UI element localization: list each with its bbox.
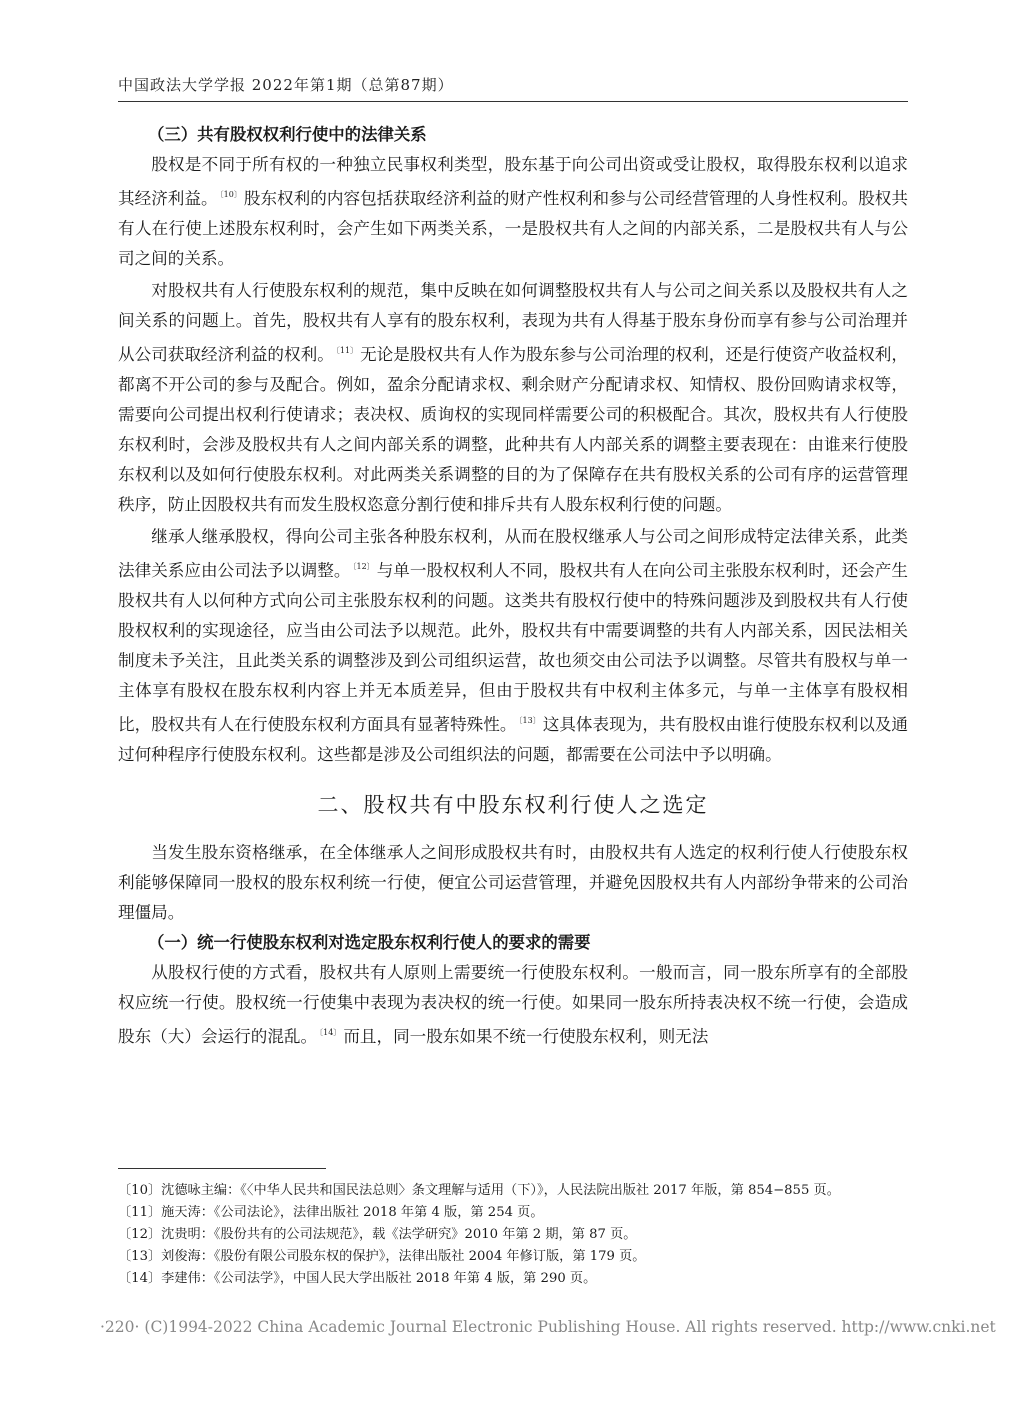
paragraph-text: 继承人继承股权，得向公司主张各种股东权利，从而在股权继承人与公司之间形成特定法律关系，此类法律关系应由公司法予以调整。	[118, 527, 908, 580]
paragraph: 当发生股东资格继承，在全体继承人之间形成股权共有时，由股权共有人选定的权利行使人行使股东权利能够保障同一股权的股东权利统一行使，便宜公司运营管理，并避免因股权共有人内部纷争带来的公司治理僵局。	[118, 843, 908, 922]
paragraph	[118, 958, 908, 1052]
paragraph-text: 从股权行使的方式看，股权共有人原则上需要统一行使股东权利。一般而言，同一股东所享有的全部股权应统一行使。股权统一行使集中表现为表决权的统一行使。如果同一股东所持表决权不统一行使，会造成股东（大）会运行的混乱。	[118, 963, 908, 1046]
footnote: 〔10〕沈德咏主编：《〈中华人民共和国民法总则〉条文理解与适用（下）》，人民法院出版社 2017 年版，第 854−855 页。	[118, 1183, 840, 1198]
paragraph-text: 而且，同一股东如果不统一行使股东权利，则无法	[343, 1027, 709, 1046]
footnote-rule	[118, 1168, 326, 1169]
footnote: 〔13〕刘俊海：《股份有限公司股东权的保护》，法律出版社 2004 年修订版，第 179 页。	[118, 1249, 646, 1264]
copyright-line: (C)1994-2022 China Academic Journal Electronic Publishing House. All rights reserved. http://www.cnki.net	[144, 1318, 996, 1336]
paragraph-text: 与单一股权权利人不同，股权共有人在向公司主张股东权利时，还会产生股权共有人以何种方式向公司主张股东权利的问题。这类共有股权行使中的特殊问题涉及到股权共有人行使股权权利的实现途径，应当由公司法予以规范。此外，股权共有中需要调整的共有人内部关系，因民法相关制度未予关注，且此类关系的调整涉及到公司组织运营，故也须交由公司法予以调整。尽管共有股权与单一主体享有股权在股东权利内容上并无本质差异，但由于股权共有中权利主体多元，与单一主体享有股权相比，股权共有人在行使股东权利方面具有显著特殊性。	[118, 561, 909, 734]
page-number: ·220·	[100, 1318, 140, 1336]
footnotes	[118, 1180, 918, 1290]
paragraph	[118, 276, 908, 520]
subsection-heading-3: （三）共有股权权利行使中的法律关系	[148, 125, 427, 144]
paragraph-text: 无论是股权共有人作为股东参与公司治理的权利，还是行使资产收益权利，都离不开公司的参与及配合。例如，盈余分配请求权、剩余财产分配请求权、知情权、股份回购请求权等，需要向公司提出权利行使请求；表决权、质询权的实现同样需要公司的积极配合。其次，股权共有人行使股东权利时，会涉及股权共有人之间内部关系的调整，此种共有人内部关系的调整主要表现在：由谁来行使股东权利以及如何行使股东权利。对此两类关系调整的目的为了保障存在共有股权关系的公司有序的运营管理秩序，防止因股权共有而发生股权恣意分割行使和排斥共有人股东权利行使的问题。	[118, 345, 909, 514]
paragraph-text: 对股权共有人行使股东权利的规范，集中反映在如何调整股权共有人与公司之间关系以及股权共有人之间关系的问题上。首先，股权共有人享有的股东权利，表现为共有人得基于股东身份而享有参与公司治理并从公司获取经济利益的权利。	[118, 281, 908, 364]
footnote-ref: 〔14〕	[319, 1028, 342, 1037]
footnote-ref: 〔11〕	[335, 346, 359, 355]
main-body	[118, 120, 908, 1052]
footnote-ref: 〔10〕	[219, 190, 242, 199]
running-header: 中国政法大学学报 2022年第1期（总第87期）	[118, 76, 454, 94]
paragraph	[118, 522, 908, 770]
paragraph-text: 这具体表现为，共有股权由谁行使股东权利以及通过何种程序行使股东权利。这些都是涉及公司组织法的问题，都需要在公司法中予以明确。	[118, 715, 908, 764]
paragraph-text: 股权是不同于所有权的一种独立民事权利类型，股东基于向公司出资或受让股权，取得股东权利以追求其经济利益。	[118, 155, 908, 208]
footnote-ref: 〔12〕	[352, 562, 375, 571]
footnote: 〔12〕沈贵明：《股份共有的公司法规范》，载《法学研究》2010 年第 2 期，第 87 页。	[118, 1227, 637, 1242]
subsection-heading-1: （一）统一行使股东权利对选定股东权利行使人的要求的需要	[148, 933, 591, 952]
page-footer	[100, 1318, 996, 1336]
footnote: 〔14〕李建伟：《公司法学》，中国人民大学出版社 2018 年第 4 版，第 290 页。	[118, 1271, 597, 1286]
footnote: 〔11〕施天涛：《公司法论》，法律出版社 2018 年第 4 版，第 254 页。	[118, 1205, 544, 1220]
section-title: 二、股权共有中股东权利行使人之选定	[317, 793, 709, 817]
header-rule	[118, 101, 908, 102]
paragraph	[118, 150, 908, 274]
footnote-ref: 〔13〕	[518, 716, 541, 725]
paragraph-text: 股东权利的内容包括获取经济利益的财产性权利和参与公司经营管理的人身性权利。股权共有人在行使上述股东权利时，会产生如下两类关系，一是股权共有人之间的内部关系，二是股权共有人与公司之间的关系。	[118, 189, 908, 268]
